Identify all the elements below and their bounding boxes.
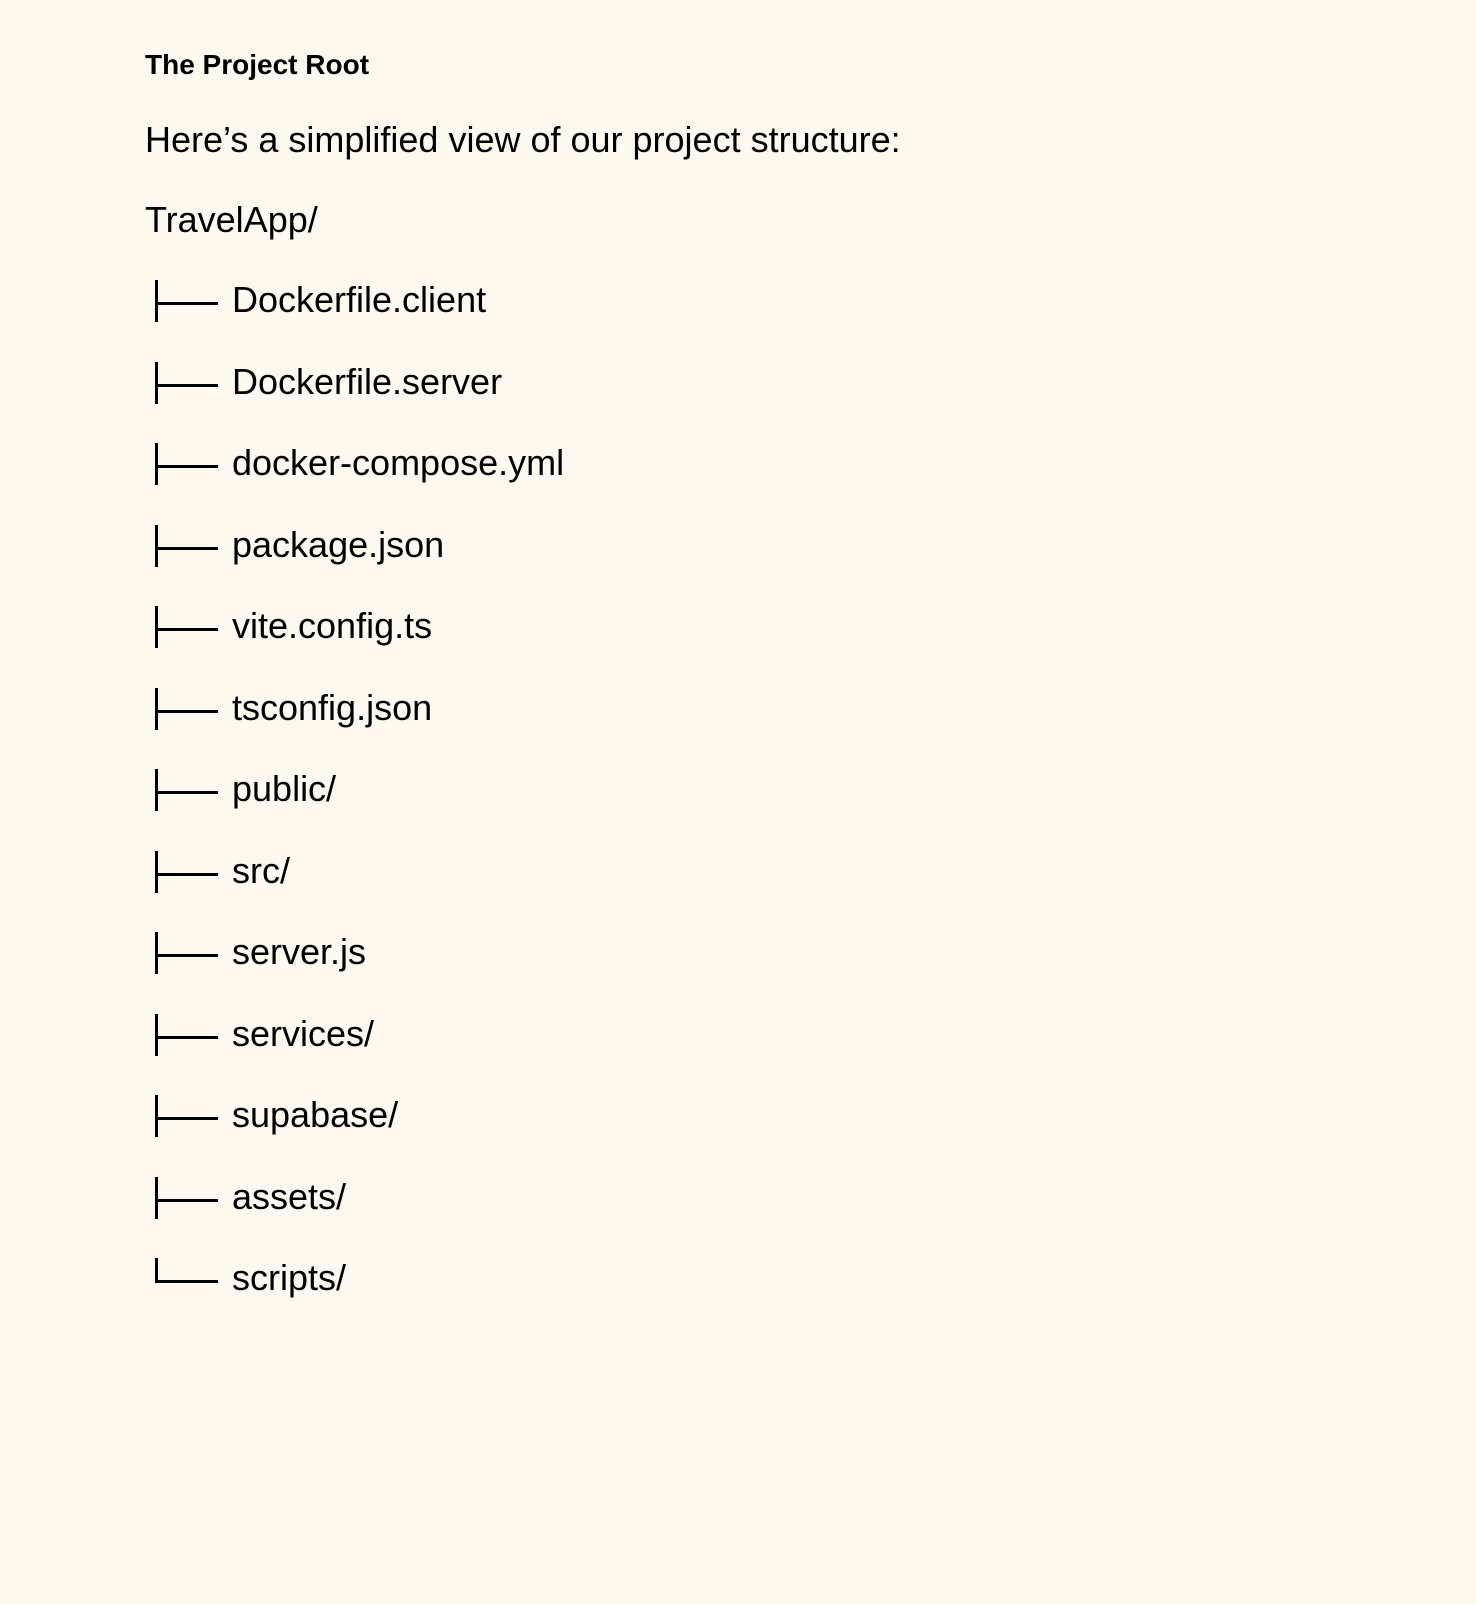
tree-entry (145, 278, 564, 360)
tree-entry (145, 441, 564, 523)
tree-entry-name: public/ (232, 768, 337, 809)
tree-entry-name: vite.config.ts (232, 605, 433, 646)
tree-root: TravelApp/ (145, 199, 318, 240)
tree-entry (145, 1175, 564, 1257)
tree-entry (145, 849, 564, 931)
tree-entry (145, 604, 564, 686)
tree-branch-connector (145, 686, 232, 730)
tree-entry (145, 767, 564, 849)
tree-entry-name: package.json (232, 523, 445, 565)
tree-entry (145, 930, 564, 1012)
tree-entry (145, 1093, 564, 1175)
tree-entry (145, 1012, 564, 1094)
tree-entry-name: services/ (232, 1012, 375, 1054)
tree-entry-name: server.js (232, 931, 367, 972)
tree-branch-connector (145, 1175, 232, 1219)
tree-branch-connector (145, 930, 232, 974)
tree-entry-name: Dockerfile.client (232, 279, 487, 320)
tree-branch-connector (145, 278, 232, 322)
project-tree (145, 278, 564, 1338)
tree-branch-connector (145, 441, 232, 485)
tree-entry-name: tsconfig.json (232, 686, 433, 728)
tree-entry-name: src/ (232, 849, 290, 891)
tree-entry (145, 523, 564, 605)
tree-entry (145, 360, 564, 442)
tree-entry-name: docker-compose.yml (232, 442, 565, 483)
tree-entry-name: supabase/ (232, 1094, 399, 1135)
tree-entry-last (145, 1256, 564, 1338)
tree-branch-connector (145, 604, 232, 648)
tree-entry-name: Dockerfile.server (232, 360, 503, 402)
tree-branch-connector (145, 767, 232, 811)
tree-entry-name: scripts/ (232, 1257, 347, 1298)
tree-entry-name: assets/ (232, 1175, 347, 1217)
intro-paragraph: Here’s a simplified view of our project structure: (145, 119, 901, 160)
tree-branch-connector (145, 1093, 232, 1137)
tree-last-branch-connector (145, 1256, 232, 1300)
tree-branch-connector (145, 523, 232, 567)
tree-branch-connector (145, 1012, 232, 1056)
tree-branch-connector (145, 360, 232, 404)
tree-entry (145, 686, 564, 768)
section-heading: The Project Root (145, 49, 370, 80)
tree-branch-connector (145, 849, 232, 893)
